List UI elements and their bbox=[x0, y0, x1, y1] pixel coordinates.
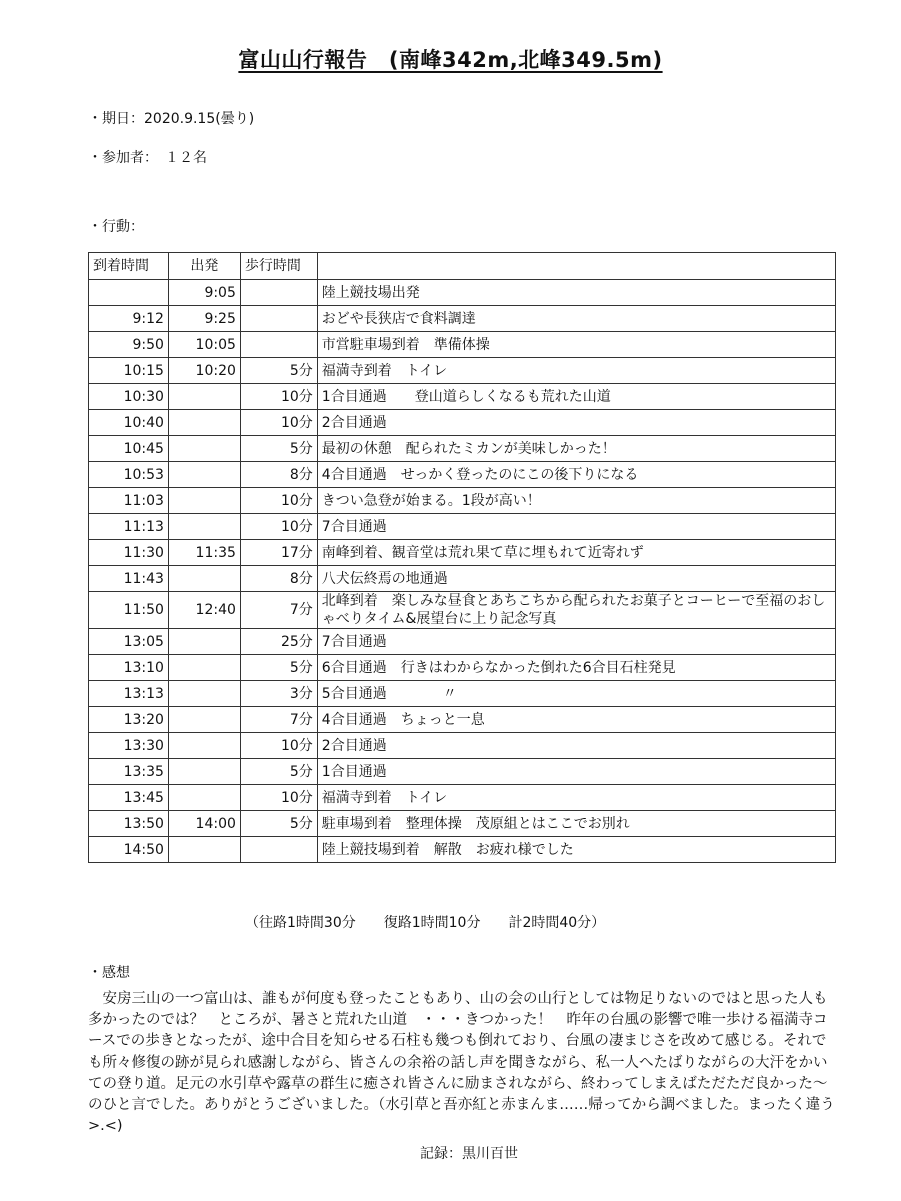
note-cell: 7合目通過 bbox=[317, 629, 835, 655]
depart-cell bbox=[168, 566, 240, 592]
table-row bbox=[89, 811, 836, 837]
arrive-cell: 13:30 bbox=[89, 733, 169, 759]
table-row bbox=[89, 280, 836, 306]
table-row bbox=[89, 332, 836, 358]
arrive-cell: 10:53 bbox=[89, 462, 169, 488]
walk-cell: 25分 bbox=[240, 629, 317, 655]
depart-cell: 14:00 bbox=[168, 811, 240, 837]
note-cell: 北峰到着 楽しみな昼食とあちこちから配られたお菓子とコーヒーで至福のおしゃべりタイム&展望台に上り記念写真 bbox=[317, 592, 835, 629]
note-cell: 八犬伝終焉の地通過 bbox=[317, 566, 835, 592]
depart-cell bbox=[168, 488, 240, 514]
arrive-cell: 9:50 bbox=[89, 332, 169, 358]
walk-cell: 10分 bbox=[240, 733, 317, 759]
note-cell: 陸上競技場到着 解散 お疲れ様でした bbox=[317, 837, 835, 863]
depart-cell: 9:05 bbox=[168, 280, 240, 306]
arrive-cell: 10:45 bbox=[89, 436, 169, 462]
participants-label: ・参加者： １２名 bbox=[88, 150, 207, 166]
walk-cell: 10分 bbox=[240, 785, 317, 811]
page-title bbox=[0, 44, 901, 74]
table-row bbox=[89, 759, 836, 785]
note-cell: 2合目通過 bbox=[317, 733, 835, 759]
table-row bbox=[89, 540, 836, 566]
table-row bbox=[89, 681, 836, 707]
table-row bbox=[89, 785, 836, 811]
note-cell: きつい急登が始まる。1段が高い！ bbox=[317, 488, 835, 514]
arrive-cell: 13:05 bbox=[89, 629, 169, 655]
arrive-cell: 13:13 bbox=[89, 681, 169, 707]
note-cell: 1合目通過 bbox=[317, 759, 835, 785]
note-cell: 市営駐車場到着 準備体操 bbox=[317, 332, 835, 358]
walk-cell: 10分 bbox=[240, 514, 317, 540]
table-row bbox=[89, 707, 836, 733]
note-cell: おどや長狭店で食料調達 bbox=[317, 306, 835, 332]
table-body bbox=[89, 280, 836, 863]
note-cell: 2合目通過 bbox=[317, 410, 835, 436]
walk-cell: 5分 bbox=[240, 436, 317, 462]
depart-cell bbox=[168, 785, 240, 811]
walk-cell: 5分 bbox=[240, 759, 317, 785]
note-cell: 6合目通過 行きはわからなかった倒れた6合目石柱発見 bbox=[317, 655, 835, 681]
impressions-text: 安房三山の一つ富山は、誰もが何度も登ったこともあり、山の会の山行としては物足りないのではと思った人も多かったのでは？ ところが、暑さと荒れた山道 ・・・きつかった！ 昨年の台風の影響で唯一歩ける福満寺コースでの歩きとなったが、途中合目を知らせる石柱も幾つも倒れており、台風の凄まじさを改めて感じる。それでも所々修復の跡が見られ感謝しながら、皆さんの余裕の話し声を聞きながら、私一人へたばりながらの大汗をかいての登り道。足元の水引草や露草の群生に癒され皆さんに励まされながら、終わってしまえばただただ良かった～のひと言でした。ありがとうございました。（水引草と吾亦紅と赤まんま……帰ってから調べました。まったく違う>.<) bbox=[88, 991, 835, 1135]
note-cell: 1合目通過 登山道らしくなるも荒れた山道 bbox=[317, 384, 835, 410]
time-summary: （往路1時間30分 復路1時間10分 計2時間40分） bbox=[245, 915, 606, 931]
note-cell: 最初の休憩 配られたミカンが美味しかった！ bbox=[317, 436, 835, 462]
depart-cell: 9:25 bbox=[168, 306, 240, 332]
walk-cell: 7分 bbox=[240, 707, 317, 733]
note-cell: 陸上競技場出発 bbox=[317, 280, 835, 306]
note-cell: 4合目通過 せっかく登ったのにこの後下りになる bbox=[317, 462, 835, 488]
header-note bbox=[317, 253, 835, 280]
arrive-cell: 13:20 bbox=[89, 707, 169, 733]
depart-cell: 10:05 bbox=[168, 332, 240, 358]
table-row bbox=[89, 306, 836, 332]
table-row bbox=[89, 629, 836, 655]
arrive-cell: 11:50 bbox=[89, 592, 169, 629]
arrive-cell: 11:03 bbox=[89, 488, 169, 514]
depart-cell bbox=[168, 410, 240, 436]
table-row bbox=[89, 462, 836, 488]
table-header-row bbox=[89, 253, 836, 280]
note-cell: 南峰到着、観音堂は荒れ果て草に埋もれて近寄れず bbox=[317, 540, 835, 566]
depart-cell bbox=[168, 462, 240, 488]
walk-cell bbox=[240, 332, 317, 358]
note-cell: 福満寺到着 トイレ bbox=[317, 785, 835, 811]
note-cell: 7合目通過 bbox=[317, 514, 835, 540]
table-row bbox=[89, 592, 836, 629]
table-row bbox=[89, 410, 836, 436]
header-arrive: 到着時間 bbox=[89, 253, 169, 280]
walk-cell bbox=[240, 306, 317, 332]
depart-cell bbox=[168, 384, 240, 410]
walk-cell: 5分 bbox=[240, 811, 317, 837]
table-row bbox=[89, 655, 836, 681]
table-row bbox=[89, 384, 836, 410]
depart-cell: 12:40 bbox=[168, 592, 240, 629]
activity-table bbox=[88, 252, 836, 863]
table-row bbox=[89, 566, 836, 592]
walk-cell: 10分 bbox=[240, 410, 317, 436]
depart-cell bbox=[168, 681, 240, 707]
arrive-cell: 13:50 bbox=[89, 811, 169, 837]
arrive-cell: 13:10 bbox=[89, 655, 169, 681]
arrive-cell bbox=[89, 280, 169, 306]
note-cell: 駐車場到着 整理体操 茂原組とはここでお別れ bbox=[317, 811, 835, 837]
table-row bbox=[89, 436, 836, 462]
arrive-cell: 11:30 bbox=[89, 540, 169, 566]
table-row bbox=[89, 514, 836, 540]
recorder: 記録：黒川百世 bbox=[420, 1146, 518, 1162]
depart-cell bbox=[168, 436, 240, 462]
walk-cell: 17分 bbox=[240, 540, 317, 566]
walk-cell: 8分 bbox=[240, 462, 317, 488]
depart-cell bbox=[168, 514, 240, 540]
arrive-cell: 13:45 bbox=[89, 785, 169, 811]
walk-cell: 7分 bbox=[240, 592, 317, 629]
action-label: ・行動： bbox=[88, 219, 144, 235]
depart-cell bbox=[168, 733, 240, 759]
arrive-cell: 11:13 bbox=[89, 514, 169, 540]
depart-cell bbox=[168, 655, 240, 681]
arrive-cell: 14:50 bbox=[89, 837, 169, 863]
table-row bbox=[89, 488, 836, 514]
depart-cell bbox=[168, 707, 240, 733]
arrive-cell: 10:40 bbox=[89, 410, 169, 436]
note-cell: 福満寺到着 トイレ bbox=[317, 358, 835, 384]
header-depart: 出発 bbox=[168, 253, 240, 280]
depart-cell: 10:20 bbox=[168, 358, 240, 384]
walk-cell bbox=[240, 837, 317, 863]
title-text: 富山山行報告 (南峰342m,北峰349.5m) bbox=[238, 48, 663, 72]
table-row bbox=[89, 837, 836, 863]
header-walk: 歩行時間 bbox=[240, 253, 317, 280]
depart-cell: 11:35 bbox=[168, 540, 240, 566]
note-cell: 4合目通過 ちょっと一息 bbox=[317, 707, 835, 733]
date-label: ・期日：2020.9.15(曇り) bbox=[88, 111, 255, 127]
table-row bbox=[89, 733, 836, 759]
walk-cell: 8分 bbox=[240, 566, 317, 592]
depart-cell bbox=[168, 759, 240, 785]
walk-cell: 10分 bbox=[240, 488, 317, 514]
impressions-label: ・感想 bbox=[88, 965, 130, 981]
walk-cell: 5分 bbox=[240, 358, 317, 384]
arrive-cell: 13:35 bbox=[89, 759, 169, 785]
depart-cell bbox=[168, 629, 240, 655]
walk-cell bbox=[240, 280, 317, 306]
table-row bbox=[89, 358, 836, 384]
walk-cell: 3分 bbox=[240, 681, 317, 707]
walk-cell: 10分 bbox=[240, 384, 317, 410]
note-cell: 5合目通過 〃 bbox=[317, 681, 835, 707]
walk-cell: 5分 bbox=[240, 655, 317, 681]
arrive-cell: 10:15 bbox=[89, 358, 169, 384]
arrive-cell: 11:43 bbox=[89, 566, 169, 592]
arrive-cell: 10:30 bbox=[89, 384, 169, 410]
depart-cell bbox=[168, 837, 240, 863]
arrive-cell: 9:12 bbox=[89, 306, 169, 332]
